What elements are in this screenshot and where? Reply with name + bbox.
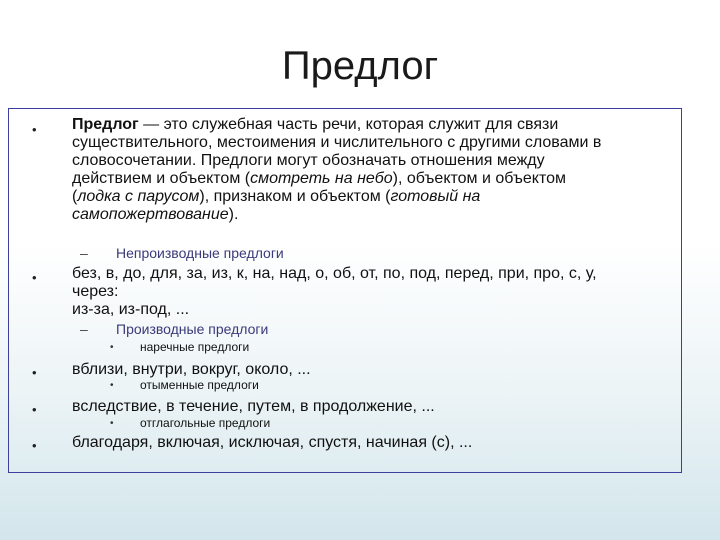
definition-line1: — это служебная часть речи, которая служит для связи bbox=[138, 116, 559, 133]
definition-paragraph bbox=[72, 116, 682, 224]
dash-derived: – bbox=[80, 321, 88, 337]
definition-term: Предлог bbox=[72, 116, 139, 133]
bullet-non-derived-examples: • bbox=[32, 270, 37, 285]
example-ready-for: готовый на bbox=[390, 188, 481, 205]
derived-label: Производные предлоги bbox=[116, 321, 269, 337]
definition-line6-end: ). bbox=[228, 206, 239, 223]
definition-line5-open: ( bbox=[72, 188, 78, 205]
definition-line4-start: действием и объектом ( bbox=[72, 170, 251, 187]
bullet-denominal-examples: • bbox=[32, 402, 37, 417]
adverbial-examples: вблизи, внутри, вокруг, около, ... bbox=[72, 361, 311, 378]
example-look-at-sky: смотреть на небо bbox=[250, 170, 393, 187]
bullet-adverbial-examples: • bbox=[32, 365, 37, 380]
verbal-label: отглагольные предлоги bbox=[140, 416, 271, 430]
non-derived-examples-line1: без, в, до, для, за, из, к, на, над, о, об, от, по, под, перед, при, про, с, у, bbox=[72, 265, 597, 282]
definition-line4-end: ), объектом и объектом bbox=[392, 170, 567, 187]
definition-line2: существительного, местоимения и числительного с другими словами в bbox=[72, 134, 602, 151]
dash-non-derived: – bbox=[80, 245, 88, 261]
example-self-sacrifice: самопожертвование bbox=[72, 206, 229, 223]
example-boat-with-sail: лодка с парусом bbox=[77, 188, 200, 205]
sub-bullet-adverbial: • bbox=[110, 342, 114, 353]
verbal-examples: благодаря, включая, исключая, спустя, начиная (с), ... bbox=[72, 434, 473, 451]
denominal-label: отыменные предлоги bbox=[140, 378, 259, 392]
non-derived-examples bbox=[72, 265, 597, 319]
bullet-verbal-examples: • bbox=[32, 438, 37, 453]
definition-line5-mid: ), признаком и объектом ( bbox=[199, 188, 391, 205]
bullet-definition: • bbox=[32, 122, 37, 137]
non-derived-label: Непроизводные предлоги bbox=[116, 245, 284, 261]
definition-line3: словосочетании. Предлоги могут обозначать отношения между bbox=[72, 152, 545, 169]
sub-bullet-denominal: • bbox=[110, 380, 114, 391]
non-derived-examples-line3: из-за, из-под, ... bbox=[72, 301, 190, 318]
slide-title: Предлог bbox=[281, 44, 439, 88]
adverbial-label: наречные предлоги bbox=[140, 340, 250, 354]
denominal-examples: вследствие, в течение, путем, в продолжение, ... bbox=[72, 398, 435, 415]
non-derived-examples-line2: через: bbox=[72, 283, 119, 300]
sub-bullet-verbal: • bbox=[110, 418, 114, 429]
